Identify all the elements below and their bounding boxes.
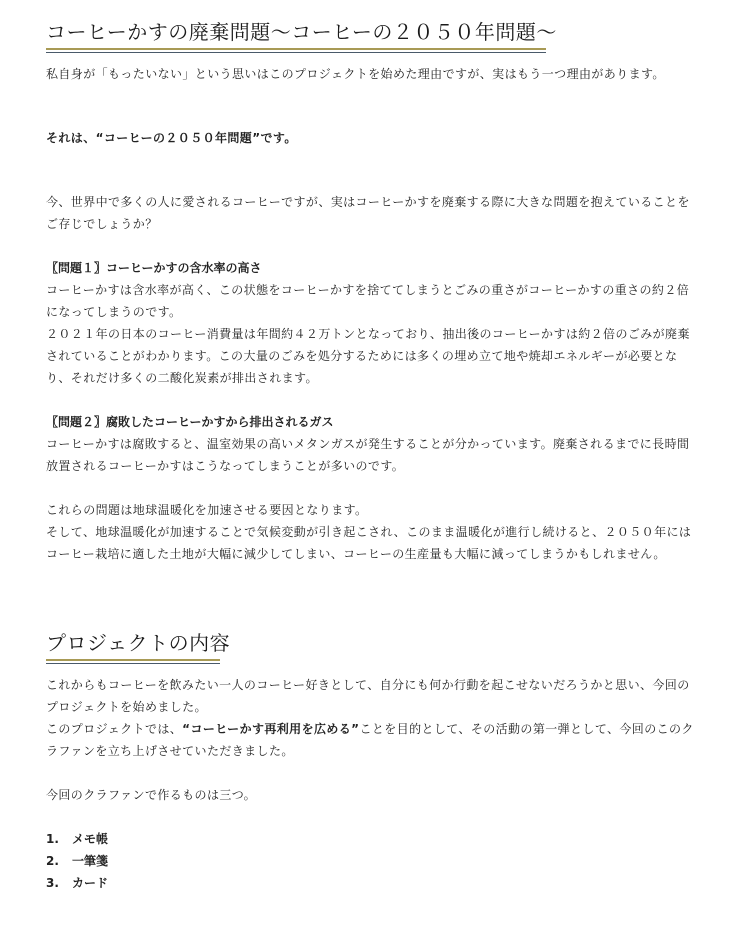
list-item bbox=[46, 872, 694, 894]
project-body2-pre: このプロジェクトでは、 bbox=[46, 722, 183, 736]
list-intro: 今回のクラファンで作るものは三つ。 bbox=[46, 788, 257, 802]
list-item-label: メモ帳 bbox=[72, 832, 109, 846]
project-body2 bbox=[46, 718, 694, 762]
intro-paragraph: 私自身が「もったいない」という思いはこのプロジェクトを始めた理由ですが、実はもう一つ理由があります。 bbox=[46, 67, 665, 81]
list-item-number: 1. bbox=[46, 832, 59, 846]
problem1-heading: 〖問題１〗コーヒーかすの含水率の高さ bbox=[46, 261, 262, 275]
problem1-body2: ２０２１年の日本のコーヒー消費量は年間約４２万トンとなっており、抽出後のコーヒーかすは約２倍のごみが廃棄されていることがわかります。この大量のごみを処分するためには多くの埋め立て地や焼却エネルギーが必要となり、それだけ多くの二酸化炭素が排出されます。 bbox=[46, 327, 690, 385]
title-underline bbox=[46, 659, 220, 664]
project-body1: これからもコーヒーを飲みたい一人のコーヒー好きとして、自分にも何か行動を起こせないだろうかと思い、今回のプロジェクトを始めました。 bbox=[46, 678, 690, 714]
section-title-disposal-problem: コーヒーかすの廃棄問題〜コーヒーの２０５０年問題〜 bbox=[46, 20, 557, 44]
project-body2-post: ことを目的として、その活動の第一弾として、今回のこのクラファンを立ち上げさせていただきました。 bbox=[46, 722, 694, 758]
section-title-project-content: プロジェクトの内容 bbox=[46, 631, 231, 655]
list-item bbox=[46, 828, 694, 850]
problem2-body: コーヒーかすは腐敗すると、温室効果の高いメタンガスが発生することが分かっています。廃棄されるまでに長時間放置されるコーヒーかすはこうなってしまうことが多いのです。 bbox=[46, 437, 690, 473]
title-underline bbox=[46, 48, 546, 53]
project-body2-emphasis: “コーヒーかす再利用を広める” bbox=[182, 722, 360, 736]
question-paragraph: 今、世界中で多くの人に愛されるコーヒーですが、実はコーヒーかすを廃棄する際に大きな問題を抱えていることをご存じでしょうか？ bbox=[46, 195, 690, 231]
article bbox=[46, 18, 694, 894]
list-item-label: カード bbox=[72, 876, 109, 890]
problem2-heading: 〖問題２〗腐敗したコーヒーかすから排出されるガス bbox=[46, 415, 334, 429]
list-item bbox=[46, 850, 694, 872]
list-item-number: 3. bbox=[46, 876, 59, 890]
problem1-body1: コーヒーかすは含水率が高く、この状態をコーヒーかすを捨ててしまうとごみの重さがコーヒーかすの重さの約２倍になってしまうのです。 bbox=[46, 283, 690, 319]
conclusion-line2: そして、地球温暖化が加速することで気候変動が引き起こされ、このまま温暖化が進行し続けると、２０５０年にはコーヒー栽培に適した土地が大幅に減少してしまい、コーヒーの生産量も大幅に減ってしまうかもしれません。 bbox=[46, 525, 692, 561]
conclusion-line1: これらの問題は地球温暖化を加速させる要因となります。 bbox=[46, 503, 368, 517]
list-item-number: 2. bbox=[46, 854, 59, 868]
statement-2050-problem: それは、“コーヒーの２０５０年問題”です。 bbox=[46, 131, 297, 145]
product-list bbox=[46, 828, 694, 894]
list-item-label: 一筆箋 bbox=[72, 854, 109, 868]
